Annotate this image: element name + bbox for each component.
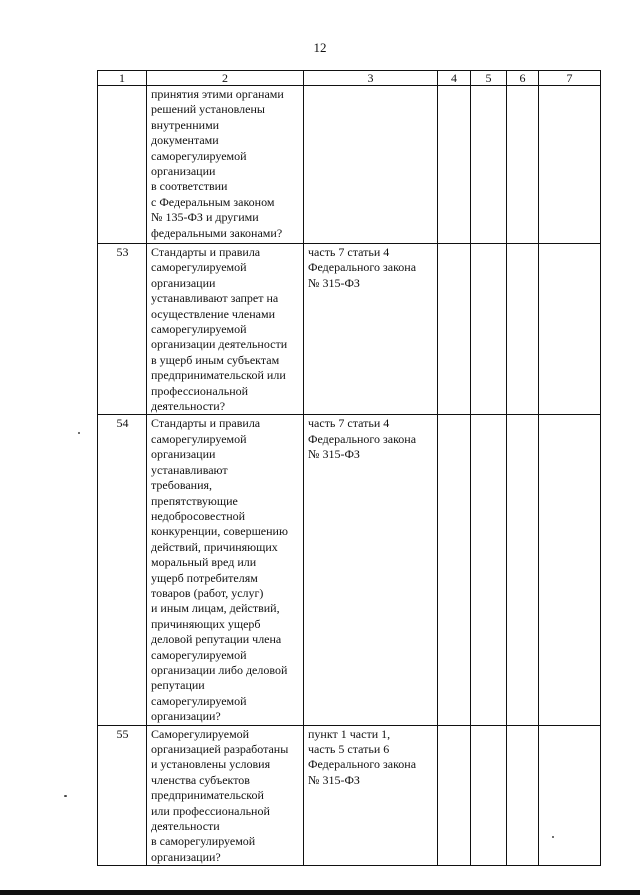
table-row [98, 244, 601, 415]
reference-cell: пункт 1 части 1, часть 5 статьи 6 Федерального закона № 315-ФЗ [304, 725, 438, 866]
column-header: 7 [539, 71, 601, 86]
scan-speck [78, 432, 80, 434]
table-row [98, 415, 601, 725]
scan-speck [552, 836, 554, 838]
answer-cell [471, 725, 507, 866]
question-cell: Стандарты и правила саморегулируемой организации устанавливают запрет на осуществление членами саморегулируемой организации деятельности в ущерб иным субъектам предпринимательской или профессиональной деятельности? [147, 244, 304, 415]
answer-cell [438, 86, 471, 244]
column-header: 3 [304, 71, 438, 86]
page-number: 12 [313, 40, 327, 55]
answer-cell [438, 244, 471, 415]
checklist-table [97, 70, 601, 866]
note-cell [539, 725, 601, 866]
answer-cell [471, 244, 507, 415]
table-row [98, 86, 601, 244]
answer-cell [438, 415, 471, 725]
table-row [98, 725, 601, 866]
row-number: 53 [98, 244, 147, 415]
answer-cell [507, 244, 539, 415]
question-cell: Саморегулируемой организацией разработаны и установлены условия членства субъектов предпринимательской или профессиональной деятельности в саморегулируемой организации? [147, 725, 304, 866]
note-cell [539, 415, 601, 725]
note-cell [539, 244, 601, 415]
answer-cell [438, 725, 471, 866]
column-header: 6 [507, 71, 539, 86]
question-cell: Стандарты и правила саморегулируемой организации устанавливают требования, препятствующие недобросовестной конкуренции, совершению действий, причиняющих моральный вред или ущерб потребителям товаров (работ, услуг) и иным лицам, действий, причиняющих ущерб деловой репутации члена саморегулируемой организации либо деловой репутации саморегулируемой организации? [147, 415, 304, 725]
column-header: 5 [471, 71, 507, 86]
column-header: 2 [147, 71, 304, 86]
column-header: 4 [438, 71, 471, 86]
row-number: 54 [98, 415, 147, 725]
question-cell: принятия этими органами решений установлены внутренними документами саморегулируемой организации в соответствии с Федеральным законом № 135-ФЗ и другими федеральными законами? [147, 86, 304, 244]
answer-cell [507, 86, 539, 244]
row-number: 55 [98, 725, 147, 866]
answer-cell [471, 86, 507, 244]
answer-cell [507, 725, 539, 866]
answer-cell [507, 415, 539, 725]
scan-speck [64, 795, 67, 797]
row-number [98, 86, 147, 244]
reference-cell: часть 7 статьи 4 Федерального закона № 315-ФЗ [304, 244, 438, 415]
note-cell [539, 86, 601, 244]
reference-cell: часть 7 статьи 4 Федерального закона № 315-ФЗ [304, 415, 438, 725]
table-header-row [98, 71, 601, 86]
column-header: 1 [98, 71, 147, 86]
reference-cell [304, 86, 438, 244]
answer-cell [471, 415, 507, 725]
scan-edge [0, 890, 640, 895]
